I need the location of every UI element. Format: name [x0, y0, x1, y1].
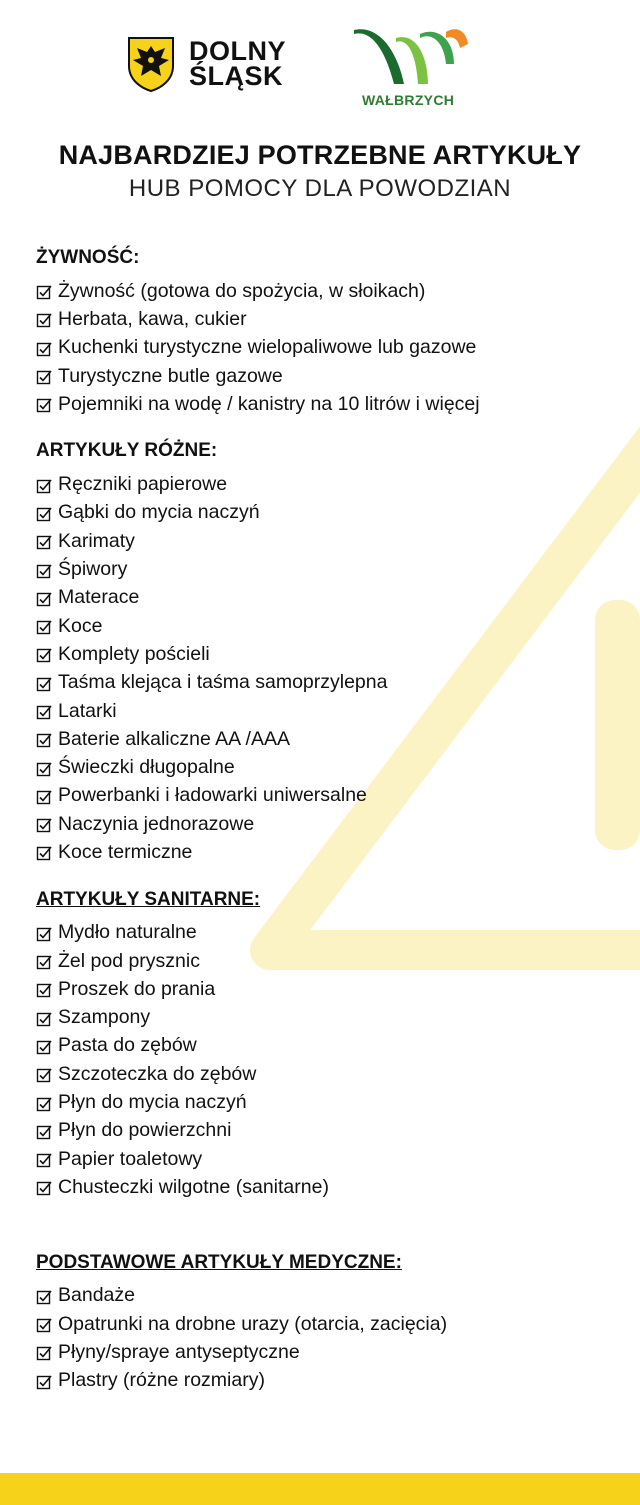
list-item	[36, 838, 626, 866]
page-subtitle: HUB POMOCY DLA POWODZIAN	[128, 175, 512, 202]
checkbox-checked-icon	[36, 533, 52, 549]
list-item-label: Płyn do powierzchni	[58, 1119, 232, 1142]
list-item	[36, 919, 626, 947]
checkbox-checked-icon	[36, 1344, 52, 1360]
list-item-label: Ręczniki papierowe	[58, 473, 228, 496]
checkbox-checked-icon	[36, 981, 52, 997]
list-item-label: Szczoteczka do zębów	[58, 1062, 257, 1085]
checkbox-checked-icon	[36, 703, 52, 719]
bottom-accent-bar	[0, 1473, 640, 1505]
list-item	[36, 1004, 626, 1032]
page-title-block	[0, 140, 640, 203]
list-item	[36, 810, 626, 838]
checkbox-checked-icon	[36, 1373, 52, 1389]
checkbox-checked-icon	[36, 1123, 52, 1139]
checkbox-checked-icon	[36, 760, 52, 776]
list-item	[36, 277, 626, 305]
checkbox-checked-icon	[36, 1288, 52, 1304]
list-item	[36, 527, 626, 555]
checkbox-checked-icon	[36, 1179, 52, 1195]
checkbox-checked-icon	[36, 562, 52, 578]
list-item-label: Żywność (gotowa do spożycia, w słoikach)	[58, 279, 426, 302]
list-item	[36, 782, 626, 810]
list-item	[36, 305, 626, 333]
list-item	[36, 1088, 626, 1116]
walbrzych-mark-icon	[350, 24, 470, 86]
checkbox-checked-icon	[36, 953, 52, 969]
list-item	[36, 975, 626, 1003]
list-item	[36, 947, 626, 975]
list-item	[36, 362, 626, 390]
section-heading: PODSTAWOWE ARTYKUŁY MEDYCZNE:	[36, 1251, 402, 1273]
list-item-label: Koce termiczne	[58, 840, 193, 863]
list-item-label: Latarki	[58, 699, 117, 722]
list-item	[36, 334, 626, 362]
city-logo-text: WAŁBRZYCH	[362, 92, 455, 108]
list-item	[36, 1338, 626, 1366]
checkbox-checked-icon	[36, 618, 52, 634]
list-item	[36, 584, 626, 612]
list-item-label: Kuchenki turystyczne wielopaliwowe lub gazowe	[58, 336, 477, 359]
list-item-label: Naczynia jednorazowe	[58, 812, 255, 835]
list-item	[36, 1310, 626, 1338]
section	[36, 436, 626, 866]
list-item-label: Śpiwory	[58, 558, 128, 581]
list-item-label: Mydło naturalne	[58, 921, 197, 944]
list-item	[36, 1145, 626, 1173]
walbrzych-logo	[350, 24, 470, 114]
section	[36, 885, 626, 1202]
checkbox-checked-icon	[36, 311, 52, 327]
list-item-label: Płyny/spraye antyseptyczne	[58, 1340, 300, 1363]
eagle-shield-icon	[127, 36, 175, 92]
list-item-label: Materace	[58, 586, 140, 609]
list-item-label: Gąbki do mycia naczyń	[58, 501, 260, 524]
list-item	[36, 1117, 626, 1145]
list-item-label: Żel pod prysznic	[58, 949, 200, 972]
list-item-label: Chusteczki wilgotne (sanitarne)	[58, 1175, 329, 1198]
checkbox-checked-icon	[36, 844, 52, 860]
checkbox-checked-icon	[36, 1095, 52, 1111]
list-item	[36, 669, 626, 697]
dolny-slask-wordmark	[189, 36, 286, 91]
list-item	[36, 390, 626, 418]
checkbox-checked-icon	[36, 816, 52, 832]
list-item-label: Bandaże	[58, 1284, 135, 1307]
page-title: NAJBARDZIEJ POTRZEBNE ARTYKUŁY	[58, 140, 582, 170]
list-item-label: Opatrunki na drobne urazy (otarcia, zacięcia)	[58, 1312, 448, 1335]
list-item	[36, 470, 626, 498]
list-item	[36, 753, 626, 781]
list-item	[36, 499, 626, 527]
checkbox-checked-icon	[36, 340, 52, 356]
checkbox-checked-icon	[36, 1038, 52, 1054]
list-item-label: Papier toaletowy	[58, 1147, 203, 1170]
checkbox-checked-icon	[36, 646, 52, 662]
list-item	[36, 725, 626, 753]
checkbox-checked-icon	[36, 505, 52, 521]
dolny-slask-logo	[127, 36, 286, 92]
checkbox-checked-icon	[36, 590, 52, 606]
checkbox-checked-icon	[36, 283, 52, 299]
checkbox-checked-icon	[36, 368, 52, 384]
list-item-label: Szampony	[58, 1006, 151, 1029]
list-item	[36, 697, 626, 725]
section-heading: ARTYKUŁY SANITARNE:	[36, 888, 261, 910]
checkbox-checked-icon	[36, 675, 52, 691]
list-item	[36, 612, 626, 640]
checkbox-checked-icon	[36, 788, 52, 804]
list-item-label: Plastry (różne rozmiary)	[58, 1369, 265, 1392]
list-item-label: Pojemniki na wodę / kanistry na 10 litrów i więcej	[58, 392, 480, 415]
list-item-label: Powerbanki i ładowarki uniwersalne	[58, 784, 367, 807]
checkbox-checked-icon	[36, 1066, 52, 1082]
list-item	[36, 640, 626, 668]
list-item	[36, 1367, 626, 1395]
list-item-label: Herbata, kawa, cukier	[58, 307, 247, 330]
checkbox-checked-icon	[36, 396, 52, 412]
list-item-label: Płyn do mycia naczyń	[58, 1091, 247, 1114]
list-item-label: Karimaty	[58, 529, 135, 552]
header	[0, 22, 640, 122]
list-item-label: Proszek do prania	[58, 977, 216, 1000]
list-item-label: Komplety pościeli	[58, 642, 210, 665]
checkbox-checked-icon	[36, 1010, 52, 1026]
region-logo-line1: DOLNY	[189, 36, 286, 66]
list-item	[36, 1060, 626, 1088]
checkbox-checked-icon	[36, 1316, 52, 1332]
list-item-label: Baterie alkaliczne AA /AAA	[58, 727, 290, 750]
list-item	[36, 555, 626, 583]
section-heading: ŻYWNOŚĆ:	[36, 247, 140, 268]
list-item-label: Taśma klejąca i taśma samoprzylepna	[58, 671, 388, 694]
region-logo-line2: ŚLĄSK	[189, 61, 284, 91]
checkbox-checked-icon	[36, 731, 52, 747]
list-item-label: Turystyczne butle gazowe	[58, 364, 283, 387]
section	[36, 1248, 626, 1395]
item-sections	[36, 243, 626, 1413]
list-item	[36, 1032, 626, 1060]
list-item-label: Świeczki długopalne	[58, 756, 235, 779]
section-heading: ARTYKUŁY RÓŻNE:	[36, 440, 218, 462]
section	[36, 243, 626, 418]
checkbox-checked-icon	[36, 477, 52, 493]
list-item-label: Pasta do zębów	[58, 1034, 197, 1057]
list-item	[36, 1282, 626, 1310]
checkbox-checked-icon	[36, 925, 52, 941]
list-item-label: Koce	[58, 614, 103, 637]
list-item	[36, 1173, 626, 1201]
checkbox-checked-icon	[36, 1151, 52, 1167]
